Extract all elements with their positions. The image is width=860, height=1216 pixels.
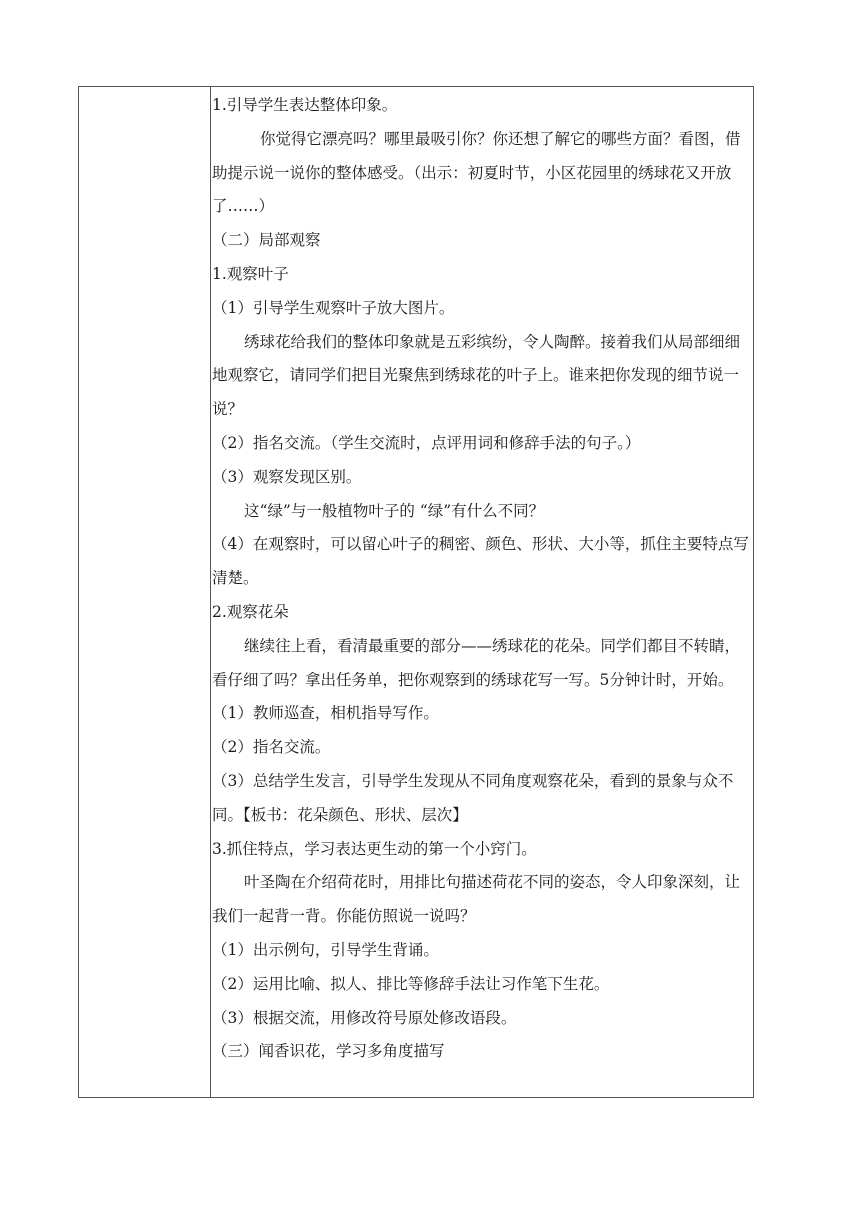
list-item-flowers-2: （2）指名交流。	[212, 738, 331, 757]
step-heading-overall-impression: 1.引导学生表达整体印象。	[212, 96, 398, 114]
table-content-cell	[211, 87, 753, 1097]
lesson-plan-table	[78, 86, 754, 1098]
list-item-leaves-3: （3）观察发现区别。	[212, 467, 362, 486]
paragraph-green-question: 这“绿”与一般植物叶子的 “绿”有什么不同？	[244, 501, 545, 520]
list-item-leaves-2: （2）指名交流。（学生交流时，点评用词和修辞手法的句子。）	[212, 433, 641, 452]
table-left-cell	[79, 87, 211, 1097]
section-heading-smell-flowers: （三）闻香识花，学习多角度描写	[212, 1042, 445, 1061]
step-heading-observe-flowers: 2.观察花朵	[212, 602, 289, 621]
list-item-flowers-3: （3）总结学生发言，引导学生发现从不同角度观察花朵，看到的景象与众不同。【板书：花朵颜色、形状、层次】	[212, 771, 734, 824]
section-heading-local-observation: （二）局部观察	[212, 231, 321, 250]
paragraph-overall-prompt: 你觉得它漂亮吗？哪里最吸引你？你还想了解它的哪些方面？看图，借助提示说一说你的整体感受。（出示：初夏时节，小区花园里的绣球花又开放了……）	[212, 129, 741, 216]
paragraph-lotus-example: 叶圣陶在介绍荷花时，用排比句描述荷花不同的姿态，令人印象深刻，让我们一起背一背。你能仿照说一说吗？	[212, 873, 741, 926]
step-heading-observe-leaves: 1.观察叶子	[212, 264, 289, 283]
paragraph-flowers-intro: 继续往上看，看清最重要的部分——绣球花的花朵。同学们都目不转睛，看仔细了吗？拿出任务单，把你观察到的绣球花写一写。5分钟计时，开始。	[212, 636, 741, 689]
paragraph-leaves-intro: 绣球花给我们的整体印象就是五彩缤纷，令人陶醉。接着我们从局部细细地观察它，请同学们把目光聚焦到绣球花的叶子上。谁来把你发现的细节说一说？	[212, 332, 741, 419]
list-item-expression-2: （2）运用比喻、拟人、排比等修辞手法让习作笔下生花。	[212, 974, 610, 993]
list-item-leaves-4: （4）在观察时，可以留心叶子的稠密、颜色、形状、大小等，抓住主要特点写清楚。	[212, 535, 749, 588]
list-item-expression-1: （1）出示例句，引导学生背诵。	[212, 940, 439, 959]
list-item-flowers-1: （1）教师巡查，相机指导写作。	[212, 704, 439, 723]
list-item-leaves-1: （1）引导学生观察叶子放大图片。	[212, 298, 455, 317]
step-heading-vivid-expression: 3.抓住特点，学习表达更生动的第一个小窍门。	[212, 839, 537, 858]
list-item-expression-3: （3）根据交流，用修改符号原处修改语段。	[212, 1008, 517, 1027]
